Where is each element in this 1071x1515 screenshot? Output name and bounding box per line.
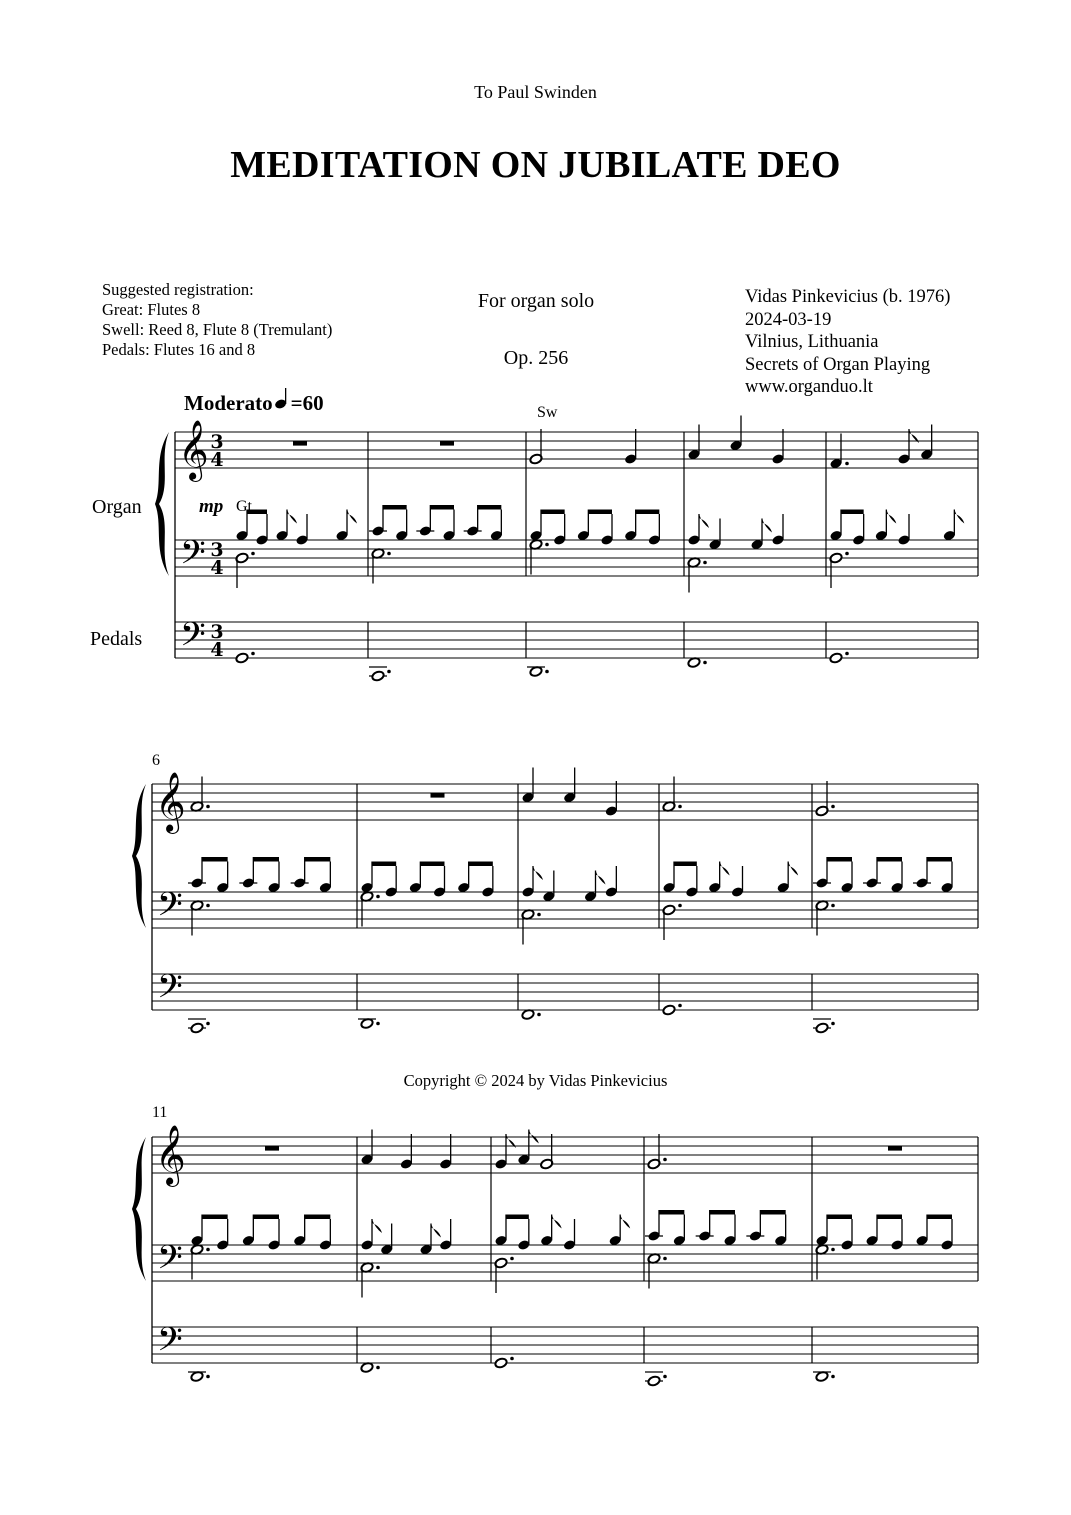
dot [831, 904, 835, 908]
composer-block [745, 286, 950, 399]
manual-label-swell: Sw [537, 404, 558, 421]
time-signature-numerator: 3 [210, 621, 224, 643]
dot [831, 1022, 835, 1026]
dot [251, 652, 255, 656]
registration-line: Suggested registration: [102, 280, 254, 299]
dot [831, 1248, 835, 1252]
dot [251, 552, 255, 556]
treble-clef-icon: 𝄞 [178, 420, 209, 480]
time-signature-numerator: 3 [210, 431, 224, 453]
dot [206, 1375, 210, 1379]
treble-clef-icon: 𝄞 [155, 1125, 186, 1185]
dot [845, 552, 849, 556]
flag [596, 871, 606, 885]
beam [202, 857, 228, 862]
dot [206, 805, 210, 809]
beam [541, 510, 565, 515]
dot [703, 561, 707, 565]
treble-clef-icon: 𝄞 [155, 772, 186, 832]
beam [877, 1215, 902, 1220]
flag [886, 510, 896, 524]
dot [678, 805, 682, 809]
note-head-hollow [190, 1022, 204, 1033]
dedication: To Paul Swinden [474, 82, 597, 102]
beam [710, 1210, 735, 1215]
beam [506, 1215, 529, 1220]
dynamic-marking: mp [199, 496, 224, 517]
bass-clef-icon: 𝄢 [157, 1321, 183, 1367]
beam [253, 1215, 279, 1220]
opus-number: Op. 256 [503, 347, 569, 369]
whole-rest [431, 793, 445, 798]
whole-rest [888, 1146, 902, 1151]
bass-clef-icon: 𝄢 [180, 616, 206, 662]
registration-line: Pedals: Flutes 16 and 8 [102, 340, 256, 359]
dot [206, 904, 210, 908]
instrument-label-organ: Organ [92, 496, 142, 518]
flag [552, 1215, 562, 1229]
dot [510, 1257, 514, 1261]
note-head-hollow [371, 670, 385, 681]
dot [663, 1257, 667, 1261]
dot [206, 1248, 210, 1252]
dot [678, 904, 682, 908]
bass-clef-icon: 𝄢 [180, 534, 206, 580]
composer-line: 2024-03-19 [745, 309, 832, 330]
registration-line: Swell: Reed 8, Flute 8 (Tremulant) [102, 320, 333, 339]
dot [831, 1375, 835, 1379]
brace [132, 784, 146, 928]
copyright: Copyright © 2024 by Vidas Pinkevicius [403, 1071, 668, 1090]
tempo-value: =60 [290, 391, 324, 415]
measure-number: 11 [152, 1104, 168, 1121]
beam [420, 862, 444, 867]
composer-line: www.organduo.lt [745, 377, 873, 397]
page-title: MEDITATION ON JUBILATE DEO [230, 144, 841, 186]
dot [831, 805, 835, 809]
flag [347, 510, 357, 524]
beam [430, 505, 454, 510]
dot [537, 913, 541, 917]
dot [663, 1158, 667, 1162]
flag [620, 1215, 630, 1229]
flag [954, 510, 964, 524]
beam [877, 857, 902, 862]
beam [827, 857, 852, 862]
beam [383, 505, 407, 510]
note-head-hollow [235, 652, 249, 663]
flag [533, 866, 543, 880]
beam [478, 505, 502, 510]
beam [469, 862, 493, 867]
flag [287, 510, 297, 524]
dot [663, 1375, 667, 1379]
dot [387, 552, 391, 556]
note-head-hollow [815, 1022, 829, 1033]
note-head-hollow [829, 652, 843, 663]
dot [376, 1022, 380, 1026]
beam [927, 1215, 952, 1220]
time-signature-denominator: 4 [210, 557, 224, 579]
dot [376, 895, 380, 899]
time-signature-denominator: 4 [210, 639, 224, 661]
whole-rest [265, 1146, 279, 1151]
composer-line: Vilnius, Lithuania [745, 332, 879, 352]
composer-line: Vidas Pinkevicius (b. 1976) [745, 287, 951, 307]
bass-clef-icon: 𝄢 [157, 968, 183, 1014]
beam [372, 862, 396, 867]
whole-rest [440, 441, 454, 446]
dot [376, 1366, 380, 1370]
dot [845, 462, 849, 466]
beam [253, 857, 279, 862]
flag [699, 514, 709, 528]
dot [678, 1004, 682, 1008]
dot [703, 661, 707, 665]
dot [206, 1022, 210, 1026]
brace [155, 432, 169, 576]
beam [841, 510, 864, 515]
beam [659, 1210, 684, 1215]
beam [305, 1215, 331, 1220]
manual-label-great: Gt [236, 498, 252, 515]
whole-rest [293, 441, 307, 446]
dot [545, 543, 549, 547]
flag [788, 862, 798, 876]
dot [845, 652, 849, 656]
dot [387, 670, 391, 674]
beam [305, 857, 331, 862]
flag [431, 1224, 441, 1238]
dot [545, 670, 549, 674]
note-head-hollow [647, 1375, 661, 1386]
beam [827, 1215, 852, 1220]
beam [202, 1215, 228, 1220]
registration-line: Great: Flutes 8 [102, 300, 201, 319]
subtitle: For organ solo [477, 290, 595, 312]
time-signature-numerator: 3 [210, 539, 224, 561]
bass-clef-icon: 𝄢 [157, 886, 183, 932]
dot [510, 1357, 514, 1361]
dot [376, 1266, 380, 1270]
beam [674, 862, 697, 867]
composer-line: Secrets of Organ Playing [745, 354, 931, 375]
instrument-label-pedals: Pedals [90, 628, 143, 650]
note-head-hollow [494, 1357, 508, 1368]
beam [760, 1210, 785, 1215]
beam [927, 857, 952, 862]
beam [636, 510, 660, 515]
measure-number: 6 [152, 752, 160, 769]
tempo-marking: Moderato [184, 391, 273, 415]
bass-clef-icon: 𝄢 [157, 1239, 183, 1285]
note-head-hollow [662, 1004, 676, 1015]
beam [588, 510, 612, 515]
flag [720, 862, 730, 876]
flag [762, 519, 772, 533]
flag [372, 1219, 382, 1233]
dot [537, 1013, 541, 1017]
brace [132, 1137, 146, 1281]
time-signature-denominator: 4 [210, 449, 224, 471]
registration-block [102, 280, 332, 360]
